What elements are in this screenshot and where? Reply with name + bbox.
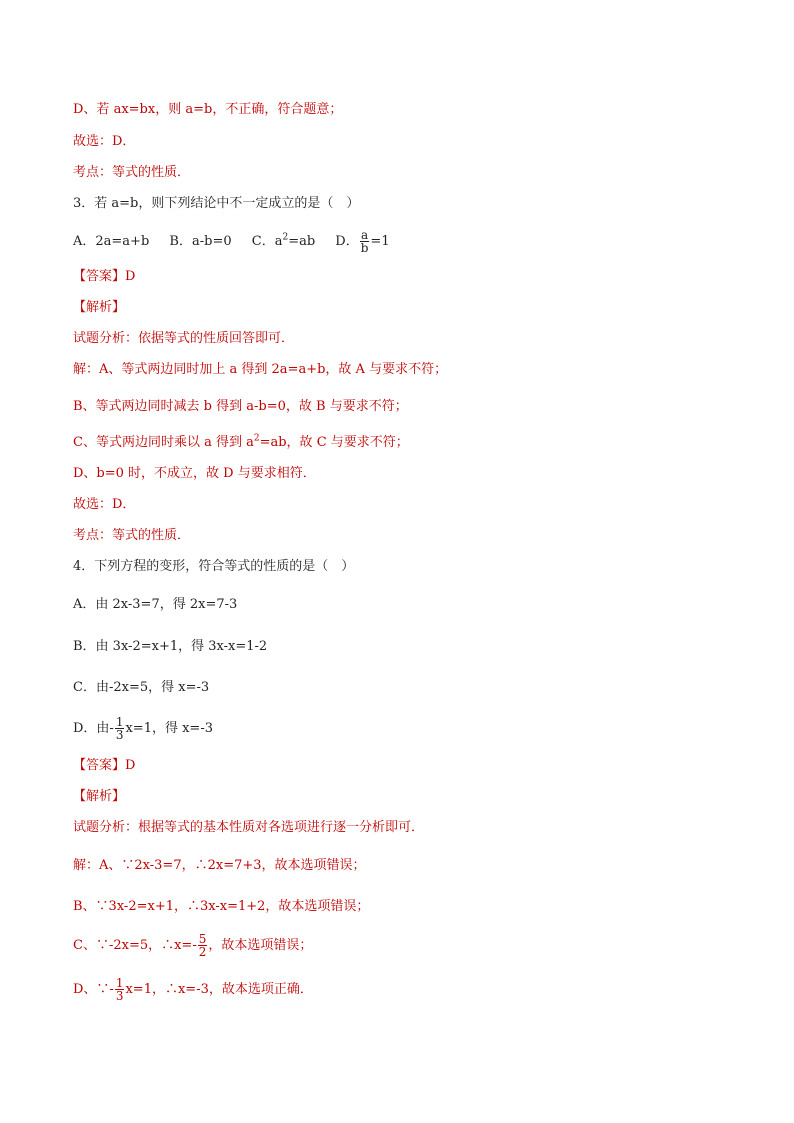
text-segment: ，不正确，符合题意； bbox=[212, 102, 343, 117]
fraction bbox=[198, 933, 208, 958]
option-a: A．2a=a+b bbox=[73, 234, 150, 249]
denominator: 3 bbox=[115, 728, 124, 742]
option-c bbox=[252, 234, 315, 249]
text-segment: D．由- bbox=[73, 721, 114, 736]
numerator: 1 bbox=[115, 976, 124, 990]
question-4-stem: 4．下列方程的变形，符合等式的性质的是（ ） bbox=[73, 559, 355, 574]
text-segment: D、∵- bbox=[73, 982, 114, 997]
question-3-stem: 3．若 a=b，则下列结论中不一定成立的是（ ） bbox=[73, 196, 360, 211]
text-segment: C、∵-2x=5，∴x=- bbox=[73, 938, 197, 953]
text-segment: ，故本选项错误； bbox=[208, 938, 313, 953]
question-4-option-c: C．由-2x=5，得 x=-3 bbox=[73, 680, 210, 695]
option-d bbox=[335, 228, 390, 255]
text-segment: x=1，∴x=-3，故本选项正确． bbox=[125, 982, 313, 997]
question-3-analysis: 试题分析：依据等式的性质回答即可． bbox=[73, 331, 295, 346]
option-d-label: D． bbox=[335, 234, 359, 249]
question-4-answer: 【答案】D bbox=[73, 758, 136, 773]
question-3-kaodian: 考点：等式的性质． bbox=[73, 528, 191, 543]
question-3-solution-a: 解：A、等式两边同时加上 a 得到 2a=a+b，故 A 与要求不符； bbox=[73, 362, 448, 377]
question-3-solution-d: D、b=0 时，不成立，故 D 与要求相符． bbox=[73, 466, 316, 481]
superscript: 2 bbox=[253, 433, 260, 444]
question-4-analysis: 试题分析：根据等式的基本性质对各选项进行逐一分析即可． bbox=[73, 820, 425, 835]
option-d-text: =1 bbox=[370, 234, 390, 249]
question-3-solution-c bbox=[73, 434, 409, 452]
question-4-solution-c bbox=[73, 933, 312, 958]
question-4-option-a: A．由 2x-3=7，得 2x=7-3 bbox=[73, 597, 238, 612]
math-segment: a=b bbox=[185, 102, 213, 117]
denominator: 2 bbox=[198, 945, 207, 959]
fraction bbox=[115, 977, 125, 1002]
superscript: 2 bbox=[282, 232, 289, 243]
question-3-options bbox=[73, 229, 390, 254]
option-b: B．a-b=0 bbox=[169, 234, 232, 249]
denominator: b bbox=[360, 241, 369, 255]
question-3-solution-b: B、等式两边同时减去 b 得到 a-b=0，故 B 与要求不符； bbox=[73, 399, 408, 414]
option-c-text: C．a bbox=[251, 234, 283, 249]
text-segment: C、等式两边同时乘以 a 得到 a bbox=[73, 435, 254, 450]
question-4-option-b: B．由 3x-2=x+1，得 3x-x=1-2 bbox=[73, 639, 268, 654]
option-c-text: =ab bbox=[288, 234, 316, 249]
question-4-solution-a: 解：A、∵2x-3=7，∴2x=7+3，故本选项错误； bbox=[73, 858, 366, 873]
question-3-answer: 【答案】D bbox=[73, 269, 136, 284]
denominator: 3 bbox=[115, 989, 124, 1003]
question-3-choice: 故选：D． bbox=[73, 497, 136, 512]
question-4-solution-b: B、∵3x-2=x+1，∴3x-x=1+2，故本选项错误； bbox=[73, 899, 370, 914]
math-segment: ax=bx bbox=[113, 102, 156, 117]
question-4-option-d bbox=[73, 716, 213, 741]
choice-line-prev: 故选：D． bbox=[73, 134, 136, 149]
text-segment: x=1，得 x=-3 bbox=[125, 721, 213, 736]
numerator: 1 bbox=[115, 715, 124, 729]
text-segment: D、若 bbox=[73, 102, 114, 117]
question-4-analysis-label: 【解析】 bbox=[73, 789, 126, 804]
numerator: a bbox=[361, 228, 369, 242]
solution-line-d-prev bbox=[73, 101, 342, 119]
text-segment: ，则 bbox=[155, 102, 186, 117]
kaodian-line-prev: 考点：等式的性质． bbox=[73, 165, 191, 180]
numerator: 5 bbox=[198, 932, 207, 946]
question-3-analysis-label: 【解析】 bbox=[73, 300, 126, 315]
text-segment: =ab，故 C 与要求不符； bbox=[259, 435, 409, 450]
question-4-solution-d bbox=[73, 977, 313, 1002]
fraction bbox=[115, 716, 125, 741]
fraction bbox=[360, 229, 370, 254]
